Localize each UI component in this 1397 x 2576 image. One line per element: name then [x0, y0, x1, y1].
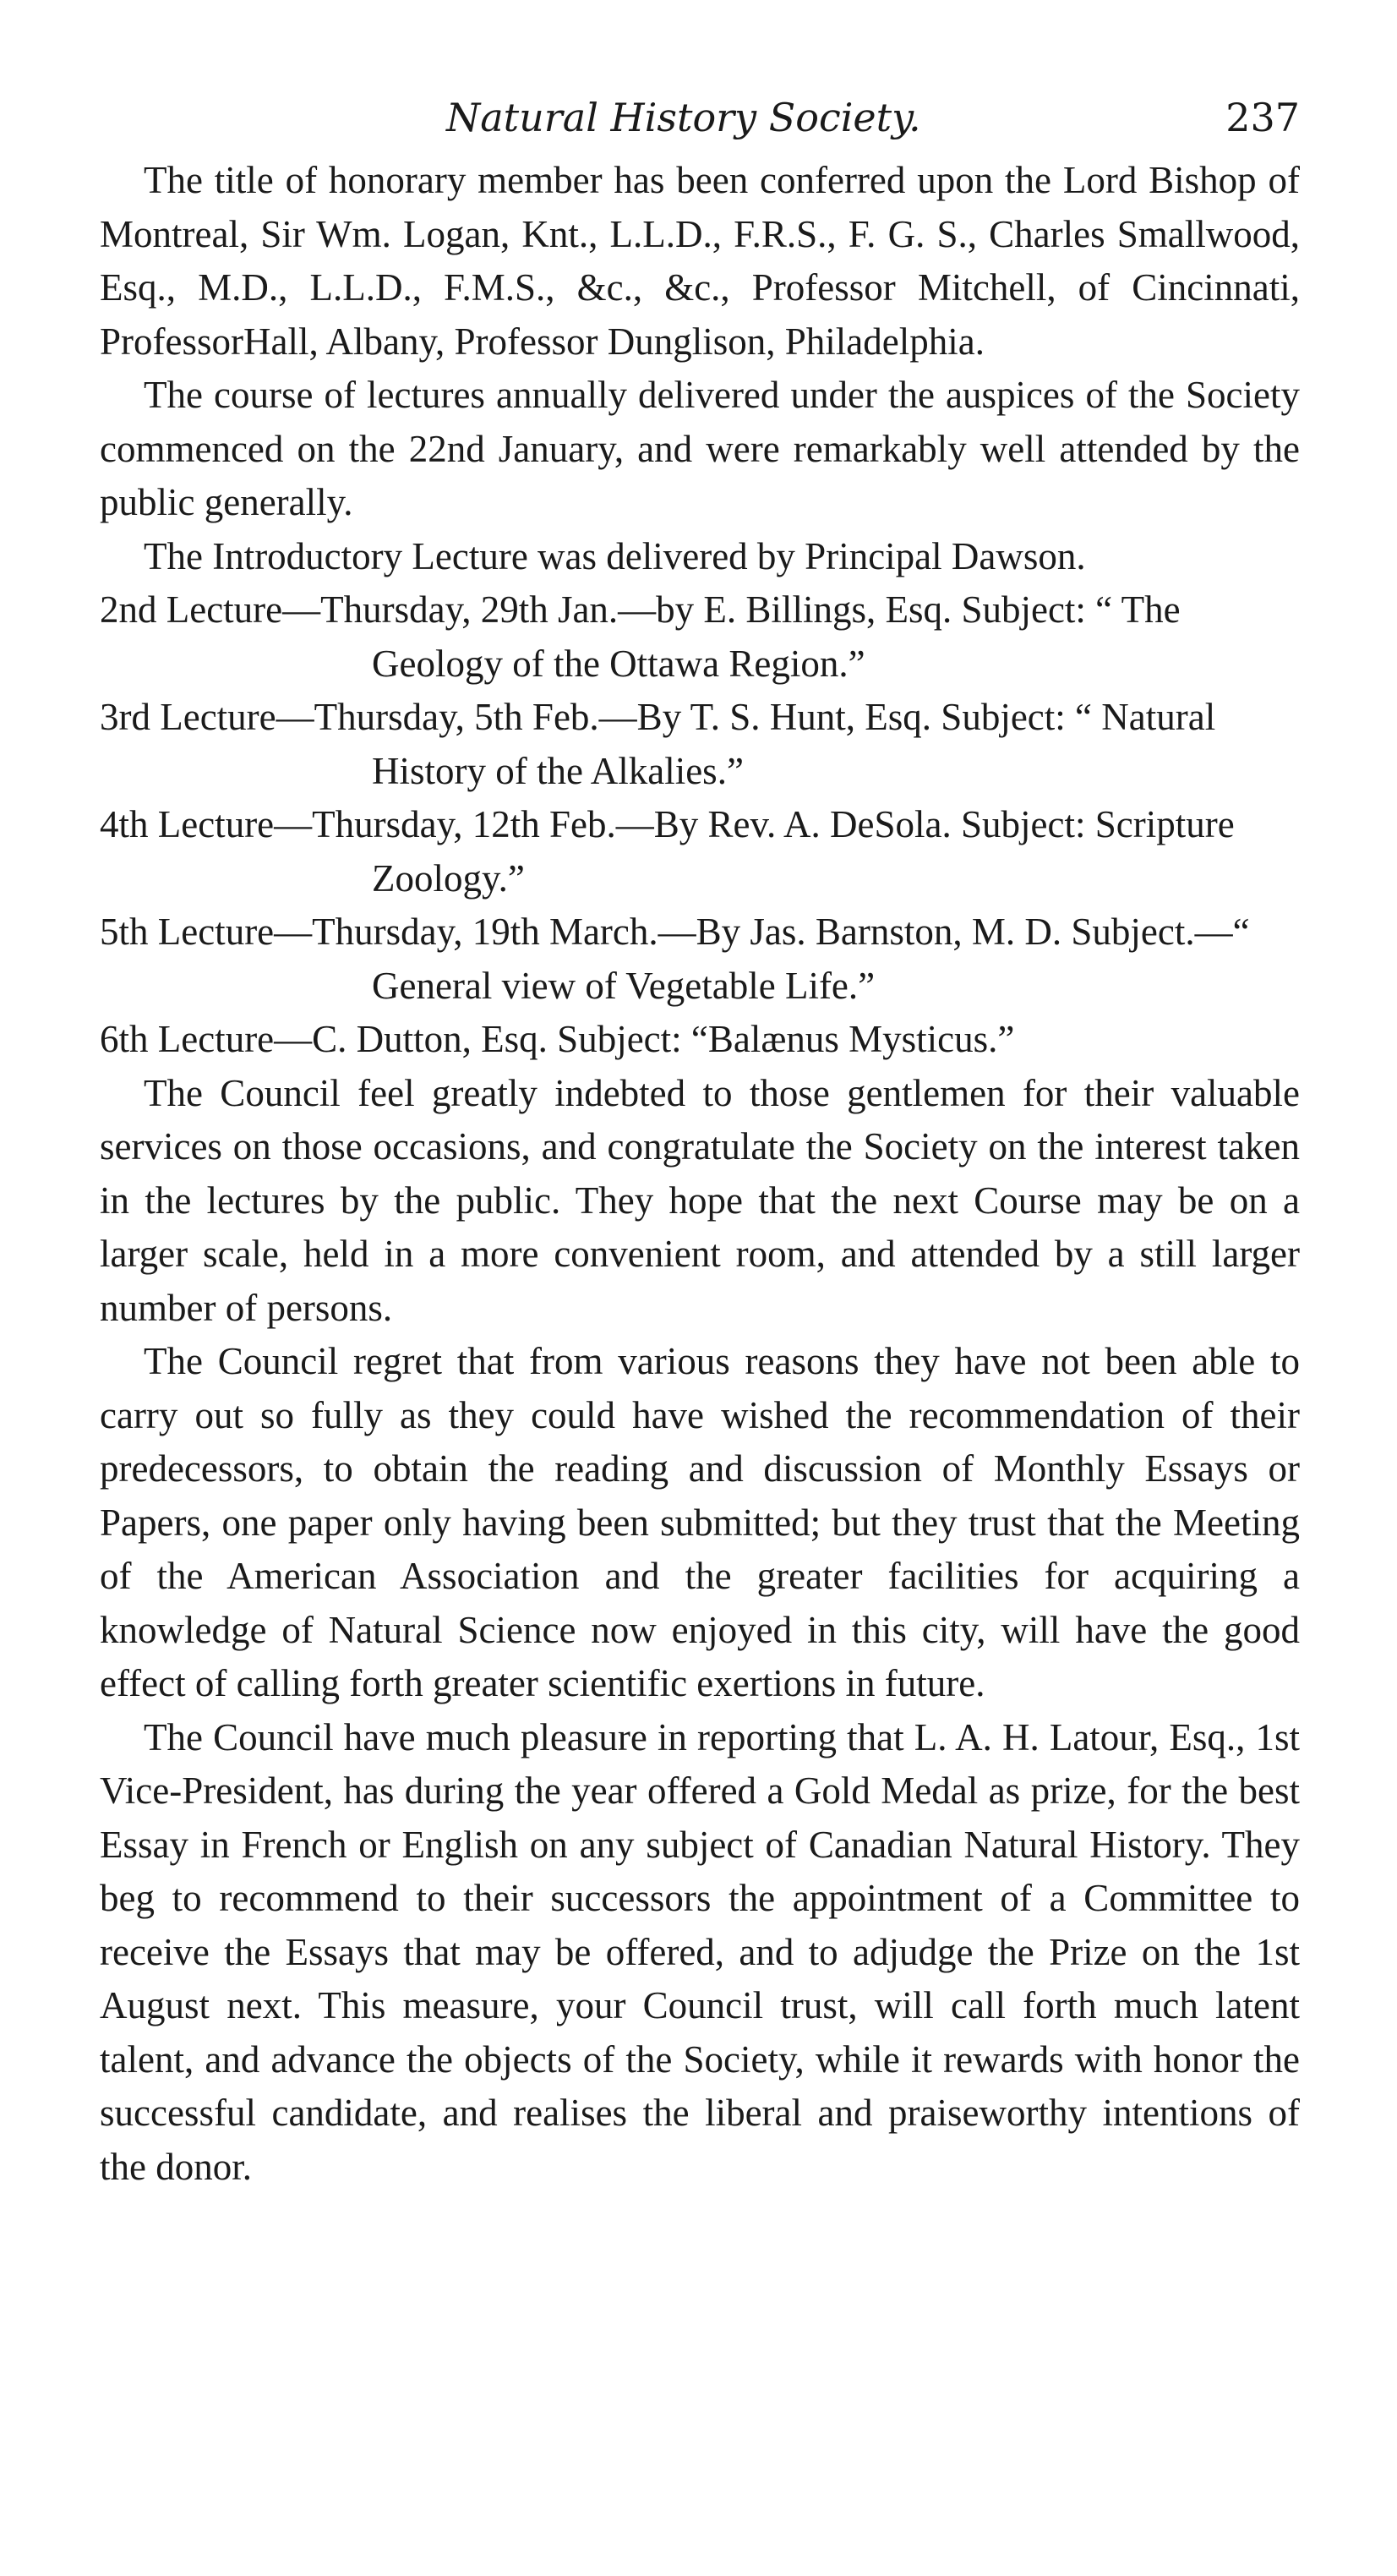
book-page	[100, 95, 1300, 2194]
paragraph-council-indebted: The Council feel greatly indebted to those gentlemen for their valuable services on those occasions, and congratulate the Society on the interest taken in the lectures by the public. They hope that the next Course may be on a larger scale, held in a more convenient room, and attended by a still larger number of persons.	[100, 1071, 1300, 1329]
lecture-entry	[100, 691, 1300, 798]
lecture-number: 3rd Lecture	[100, 696, 276, 738]
page-header	[100, 95, 1300, 154]
paragraph-lecture-course: The course of lectures annually delivered under the auspices of the Society commenced on the 22nd January, and were remarkably well attended by the public generally.	[100, 374, 1300, 523]
lecture-number: 6th Lecture	[100, 1018, 275, 1060]
paragraph-gold-medal: The Council have much pleasure in reporting that L. A. H. Latour, Esq., 1st Vice-President, has during the year offered a Gold Medal as prize, for the best Essay in French or English on any subject of Canadian Natural History. They beg to recommend to their successors the appointment of a Committee to receive the Essays that may be offered, and to adjudge the Prize on the 1st August next. This measure, your Council trust, will call forth much latent talent, and advance the objects of the Society, while it rewards with honor the successful candidate, and realises the liberal and praiseworthy intentions of the donor.	[100, 1715, 1300, 2188]
lecture-details: —Thursday, 5th Feb.—By T. S. Hunt, Esq. Subject: “ Natural History of the Alkalies.”	[276, 696, 1216, 792]
lecture-entry	[100, 1013, 1300, 1067]
lecture-details: —Thursday, 29th Jan.—by E. Billings, Esq. Subject: “ The Geology of the Ottawa Region.”	[282, 588, 1181, 685]
lecture-entry	[100, 905, 1300, 1013]
paragraph-introductory-lecture: The Introductory Lecture was delivered by Principal Dawson.	[144, 534, 1086, 577]
lecture-entry	[100, 583, 1300, 691]
paragraph-honorary-members: The title of honorary member has been conferred upon the Lord Bishop of Montreal, Sir Wm. Logan, Knt., L.L.D., F.R.S., F. G. S., Charles Smallwood, Esq., M.D., L.L.D., F.M.S., &c., &c., Professor Mitchell, of Cincinnati, ProfessorHall, Albany, Professor Dunglison, Philadelphia.	[100, 159, 1300, 363]
body-text	[100, 154, 1300, 2194]
lecture-details: —Thursday, 12th Feb.—By Rev. A. DeSola. Subject: Scripture Zoology.”	[274, 803, 1235, 900]
lecture-details: —Thursday, 19th March.—By Jas. Barnston, M. D. Subject.—“ General view of Vegetable Life.”	[274, 911, 1250, 1007]
lecture-number: 2nd Lecture	[100, 588, 283, 631]
paragraph-council-regret: The Council regret that from various reasons they have not been able to carry out so fully as they could have wished the recommendation of their predecessors, to obtain the reading and discussion of Monthly Essays or Papers, one paper only having been submitted; but they trust that the Meeting of the American Association and the greater facilities for acquiring a knowledge of Natural Science now enjoyed in this city, will have the good effect of calling forth greater scientific exertions in future.	[100, 1340, 1300, 1704]
lecture-details: —C. Dutton, Esq. Subject: “Balænus Mysticus.”	[274, 1018, 1015, 1060]
running-head: Natural History Society.	[446, 95, 921, 140]
lecture-number: 4th Lecture	[100, 803, 275, 845]
lecture-entry	[100, 798, 1300, 905]
lecture-number: 5th Lecture	[100, 911, 275, 953]
page-number: 237	[1225, 95, 1300, 140]
